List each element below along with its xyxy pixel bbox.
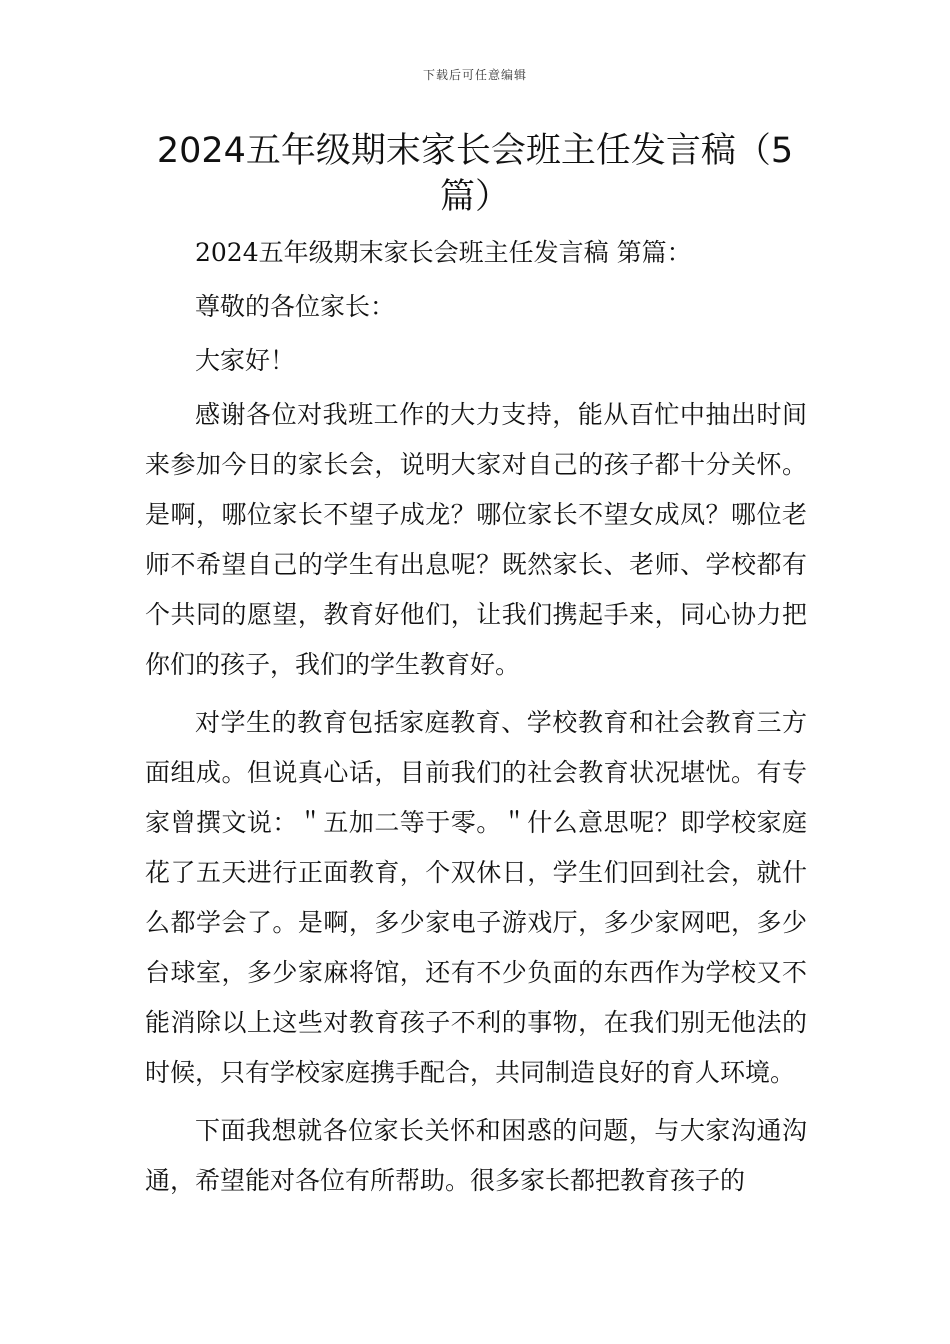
header-note: 下载后可任意编辑 — [422, 68, 527, 82]
body-paragraph: 下面我想就各位家长关怀和困惑的问题，与大家沟通沟通，希望能对各位有所帮助。很多家长都把教育孩子的 — [145, 1116, 807, 1195]
greeting: 大家好！ — [195, 346, 296, 375]
body-paragraph: 对学生的教育包括家庭教育、学校教育和社会教育三方面组成。但说真心话，目前我们的社会教育状况堪忧。有专家曾撰文说：＂五加二等于零。＂什么意思呢？即学校家庭花了五天进行正面教育，个双休日，学生们回到社会，就什么都学会了。是啊，多少家电子游戏厅，多少家网吧，多少台球室，多少家麻将馆，还有不少负面的东西作为学校又不能消除以上这些对教育孩子不利的事物，在我们别无他法的时候，只有学校家庭携手配合，共同制造良好的育人环境。 — [145, 708, 807, 1087]
body-paragraph: 感谢各位对我班工作的大力支持，能从百忙中抽出时间来参加今日的家长会，说明大家对自己的孩子都十分关怀。是啊，哪位家长不望子成龙？哪位家长不望女成凤？哪位老师不希望自己的学生有出息呢？既然家长、老师、学校都有个共同的愿望，教育好他们，让我们携起手来，同心协力把你们的孩子，我们的学生教育好。 — [145, 400, 807, 679]
salutation: 尊敬的各位家长： — [195, 292, 396, 321]
document-body — [145, 228, 807, 1214]
document-title: 2024五年级期末家长会班主任发言稿（5篇） — [156, 131, 794, 217]
subtitle-line: 2024五年级期末家长会班主任发言稿 第篇： — [195, 238, 692, 267]
